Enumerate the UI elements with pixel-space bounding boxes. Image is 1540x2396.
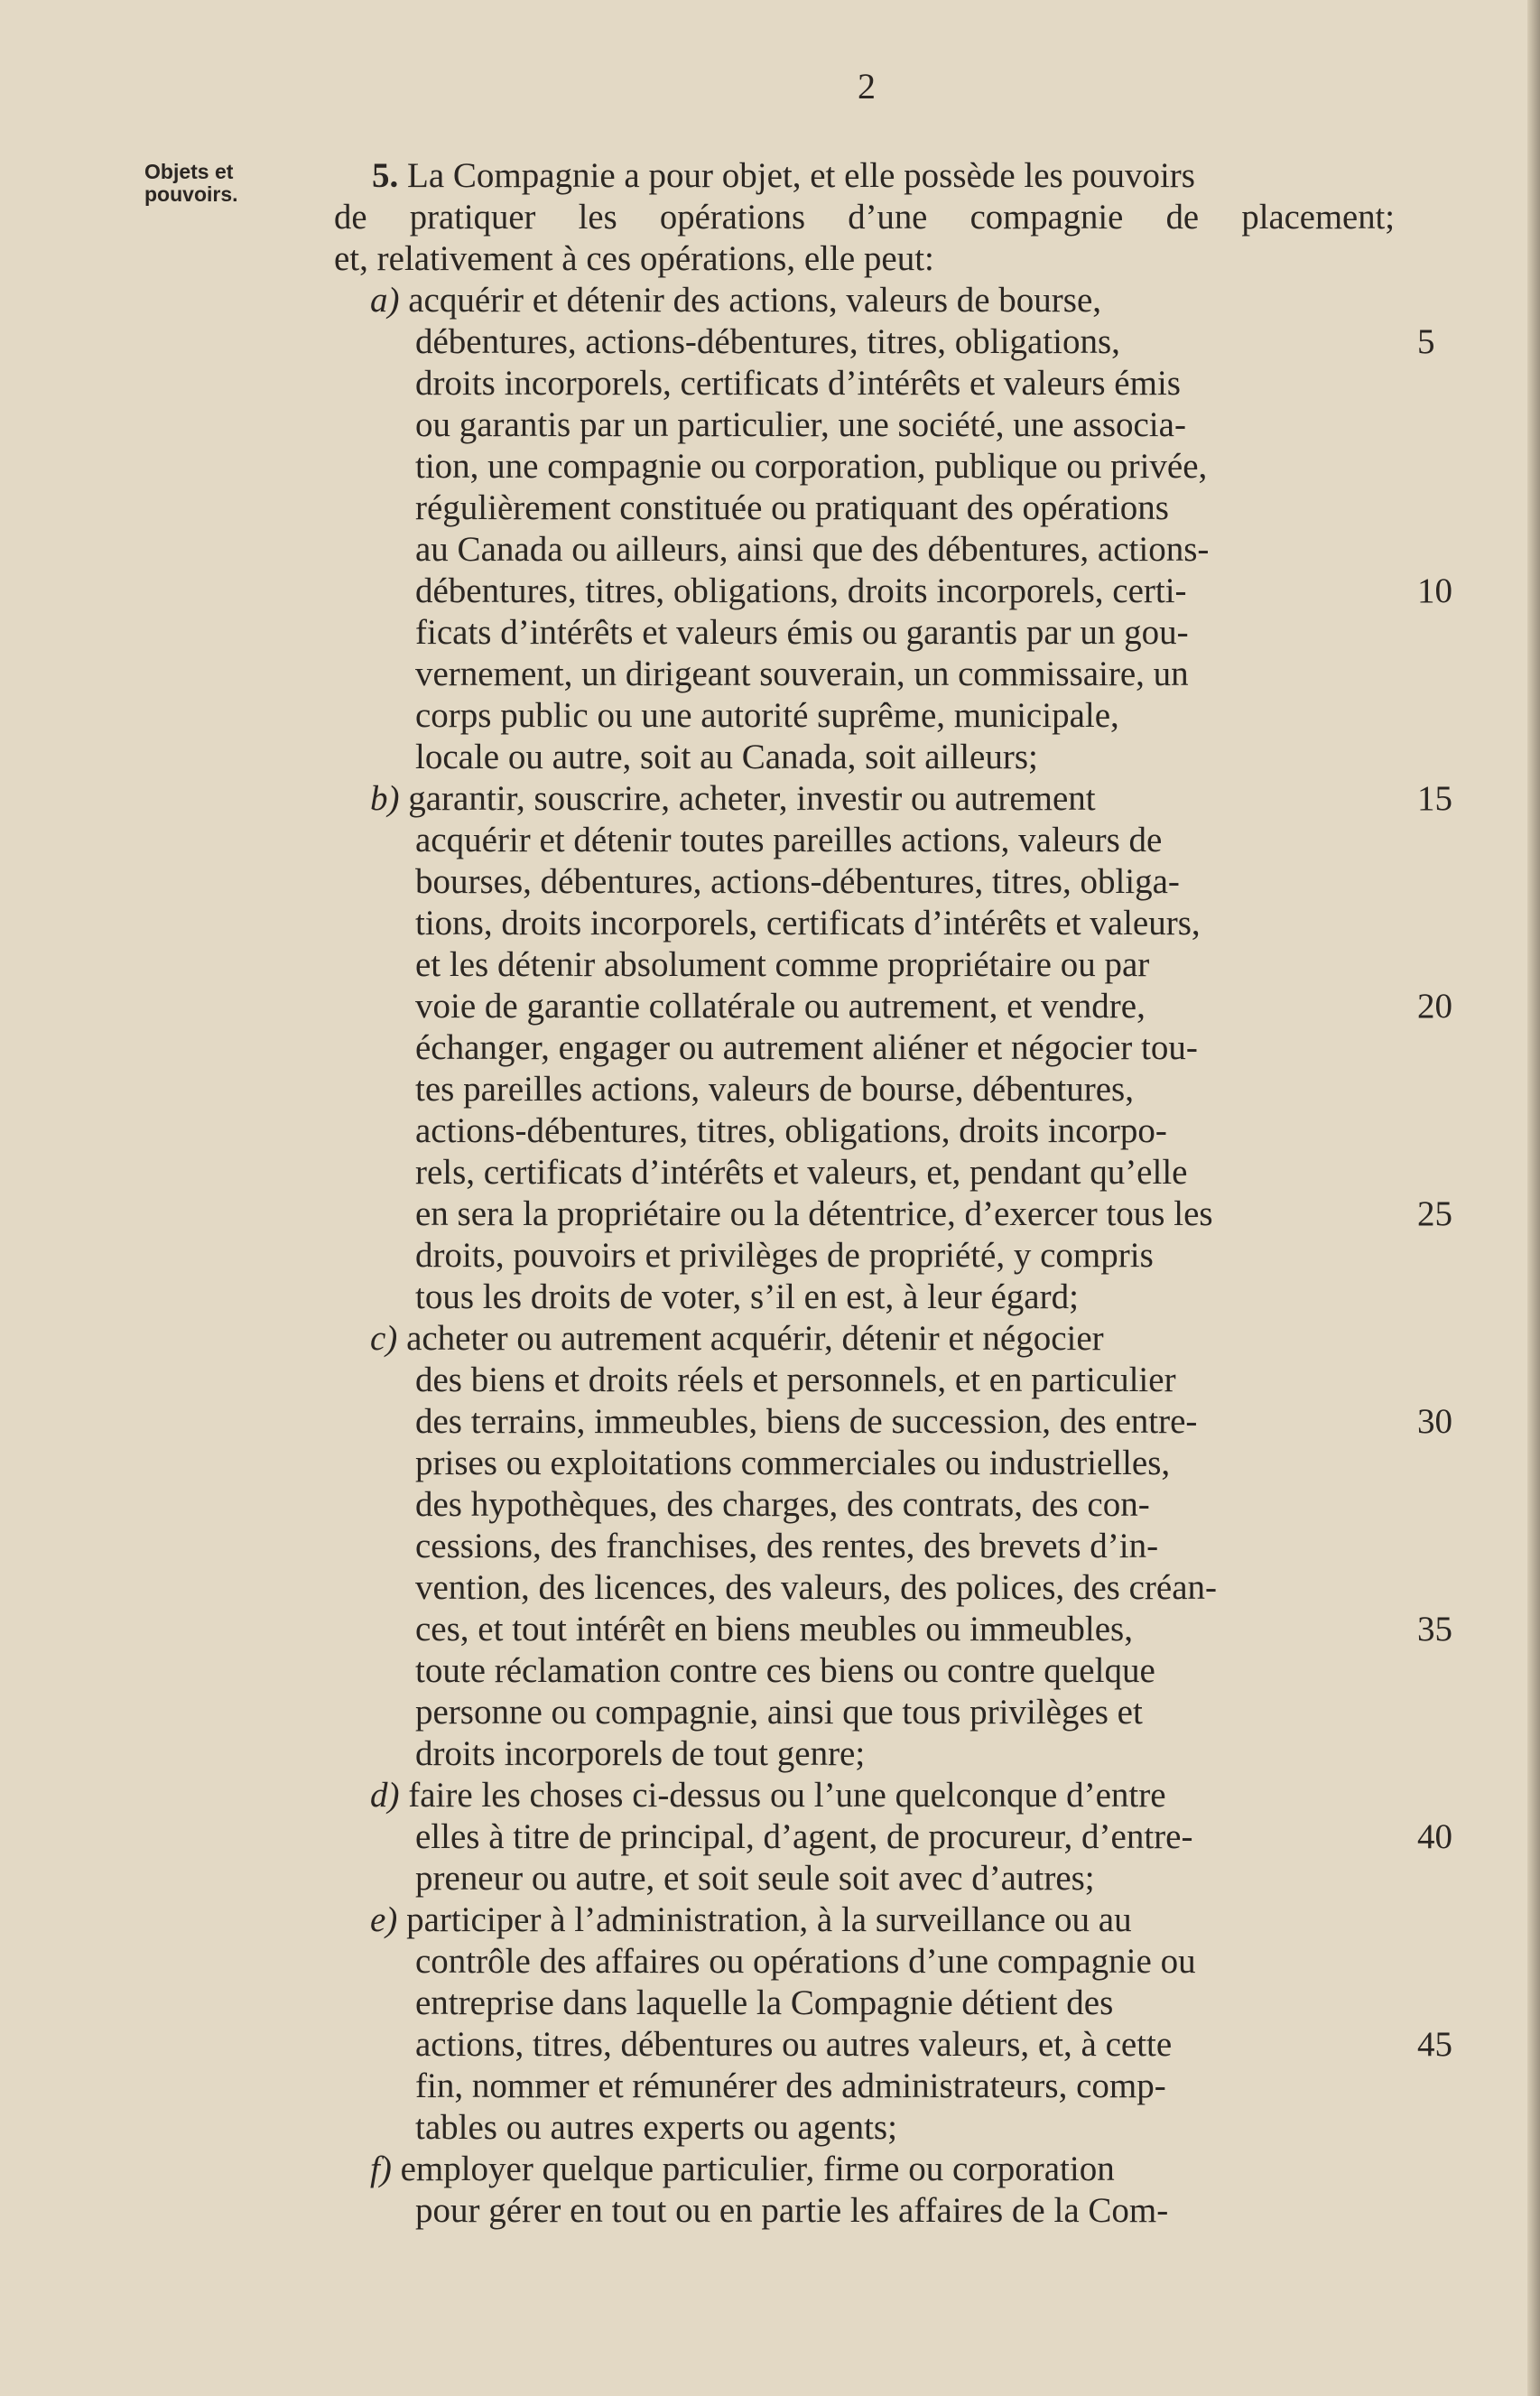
text-line: voie de garantie collatérale ou autrement, et vendre, bbox=[415, 987, 1146, 1026]
line-number: 10 bbox=[1417, 571, 1452, 610]
text-line: entreprise dans laquelle la Compagnie détient des bbox=[415, 1983, 1114, 2022]
item-label-a: a) bbox=[370, 281, 400, 320]
line-number: 25 bbox=[1417, 1194, 1452, 1233]
text-line: et les détenir absolument comme propriétaire ou par bbox=[415, 945, 1150, 984]
text-line: des terrains, immeubles, biens de succession, des entre- bbox=[415, 1402, 1198, 1441]
text-line: tables ou autres experts ou agents; bbox=[415, 2108, 897, 2147]
text-line: vernement, un dirigeant souverain, un commissaire, un bbox=[415, 655, 1189, 693]
text-line: bourses, débentures, actions-débentures, titres, obliga- bbox=[415, 862, 1180, 901]
item-a-first-line bbox=[370, 280, 1101, 321]
line-number: 40 bbox=[1417, 1817, 1452, 1856]
text-line: elles à titre de principal, d’agent, de procureur, d’entre- bbox=[415, 1817, 1193, 1856]
text-line: en sera la propriétaire ou la détentrice, d’exercer tous les bbox=[415, 1194, 1213, 1233]
text-line: actions, titres, débentures ou autres valeurs, et, à cette bbox=[415, 2025, 1173, 2064]
text-line: tes pareilles actions, valeurs de bourse, débentures, bbox=[415, 1070, 1134, 1109]
item-label-f: f) bbox=[370, 2150, 392, 2188]
text-line: tions, droits incorporels, certificats d’intérêts et valeurs, bbox=[415, 904, 1201, 943]
text-line: toute réclamation contre ces biens ou contre quelque bbox=[415, 1651, 1155, 1690]
text-line-content: acquérir et détenir des actions, valeurs de bourse, bbox=[408, 281, 1102, 320]
item-b-first-line bbox=[370, 778, 1096, 820]
text-line: contrôle des affaires ou opérations d’une compagnie ou bbox=[415, 1942, 1196, 1981]
text-line: corps public ou une autorité suprême, municipale, bbox=[415, 696, 1119, 735]
line-number: 15 bbox=[1417, 779, 1452, 818]
item-label-e: e) bbox=[370, 1900, 398, 1939]
margin-note-line: Objets et bbox=[144, 160, 234, 183]
line-number: 35 bbox=[1417, 1610, 1452, 1648]
text-line: ces, et tout intérêt en biens meubles ou immeubles, bbox=[415, 1610, 1133, 1648]
text-line: vention, des licences, des valeurs, des polices, des créan- bbox=[415, 1568, 1218, 1607]
line-number: 5 bbox=[1417, 322, 1435, 361]
text-line: droits incorporels, certificats d’intérêts et valeurs émis bbox=[415, 364, 1181, 403]
text-line: débentures, titres, obligations, droits incorporels, certi- bbox=[415, 571, 1187, 610]
item-label-d: d) bbox=[370, 1776, 400, 1815]
item-c-first-line bbox=[370, 1318, 1104, 1360]
item-label-b: b) bbox=[370, 779, 400, 818]
text-line: tion, une compagnie ou corporation, publique ou privée, bbox=[415, 447, 1208, 486]
margin-note-line: pouvoirs. bbox=[144, 182, 238, 206]
line-number: 20 bbox=[1417, 987, 1452, 1026]
text-line: échanger, engager ou autrement aliéner et négocier tou- bbox=[415, 1028, 1198, 1067]
text-line: ficats d’intérêts et valeurs émis ou garantis par un gou- bbox=[415, 613, 1189, 652]
text-line: rels, certificats d’intérêts et valeurs, et, pendant qu’elle bbox=[415, 1153, 1188, 1192]
section-number: 5. bbox=[372, 156, 399, 195]
text-line: des biens et droits réels et personnels, et en particulier bbox=[415, 1361, 1176, 1399]
page-number: 2 bbox=[858, 66, 876, 107]
line-number: 45 bbox=[1417, 2025, 1452, 2064]
page-edge-shadow bbox=[1527, 0, 1540, 2396]
text-line: droits, pouvoirs et privilèges de propriété, y compris bbox=[415, 1236, 1154, 1275]
text-line-content: acheter ou autrement acquérir, détenir et négocier bbox=[406, 1319, 1104, 1358]
text-line: fin, nommer et rémunérer des administrateurs, comp- bbox=[415, 2066, 1166, 2105]
text-line-content: garantir, souscrire, acheter, investir ou autrement bbox=[408, 779, 1096, 818]
text-line: tous les droits de voter, s’il en est, à leur égard; bbox=[415, 1277, 1079, 1316]
section-heading-line bbox=[372, 155, 1195, 197]
text-line: et, relativement à ces opérations, elle peut: bbox=[334, 239, 934, 278]
text-line: des hypothèques, des charges, des contrats, des con- bbox=[415, 1485, 1150, 1524]
text-line: droits incorporels de tout genre; bbox=[415, 1734, 866, 1773]
text-line: cessions, des franchises, des rentes, des brevets d’in- bbox=[415, 1527, 1159, 1565]
text-line: ou garantis par un particulier, une société, une associa- bbox=[415, 405, 1186, 444]
text-line: régulièrement constituée ou pratiquant des opérations bbox=[415, 488, 1169, 527]
text-line: au Canada ou ailleurs, ainsi que des débentures, actions- bbox=[415, 530, 1210, 569]
text-line: locale ou autre, soit au Canada, soit ailleurs; bbox=[415, 738, 1038, 776]
text-line: débentures, actions-débentures, titres, obligations, bbox=[415, 322, 1120, 361]
text-line: prises ou exploitations commerciales ou industrielles, bbox=[415, 1444, 1171, 1482]
text-line: La Compagnie a pour objet, et elle possède les pouvoirs bbox=[398, 156, 1195, 195]
text-line: acquérir et détenir toutes pareilles actions, valeurs de bbox=[415, 821, 1163, 859]
text-line-content: faire les choses ci-dessus ou l’une quelconque d’entre bbox=[408, 1776, 1166, 1815]
item-f-first-line bbox=[370, 2149, 1115, 2190]
margin-note bbox=[144, 161, 238, 206]
text-line: pour gérer en tout ou en partie les affaires de la Com- bbox=[415, 2191, 1169, 2230]
item-label-c: c) bbox=[370, 1319, 398, 1358]
item-e-first-line bbox=[370, 1899, 1132, 1941]
text-line bbox=[334, 197, 1395, 238]
text-line-content: participer à l’administration, à la surveillance ou au bbox=[406, 1900, 1132, 1939]
text-line: preneur ou autre, et soit seule soit avec d’autres; bbox=[415, 1859, 1095, 1898]
text-line-content: employer quelque particulier, firme ou corporation bbox=[400, 2150, 1115, 2188]
item-d-first-line bbox=[370, 1775, 1166, 1816]
text-line: actions-débentures, titres, obligations, droits incorpo- bbox=[415, 1111, 1167, 1150]
line-number: 30 bbox=[1417, 1402, 1452, 1441]
text-line-content: de pratiquer les opérations d’une compagnie de placement; bbox=[334, 198, 1396, 237]
text-line: personne ou compagnie, ainsi que tous privilèges et bbox=[415, 1693, 1143, 1732]
